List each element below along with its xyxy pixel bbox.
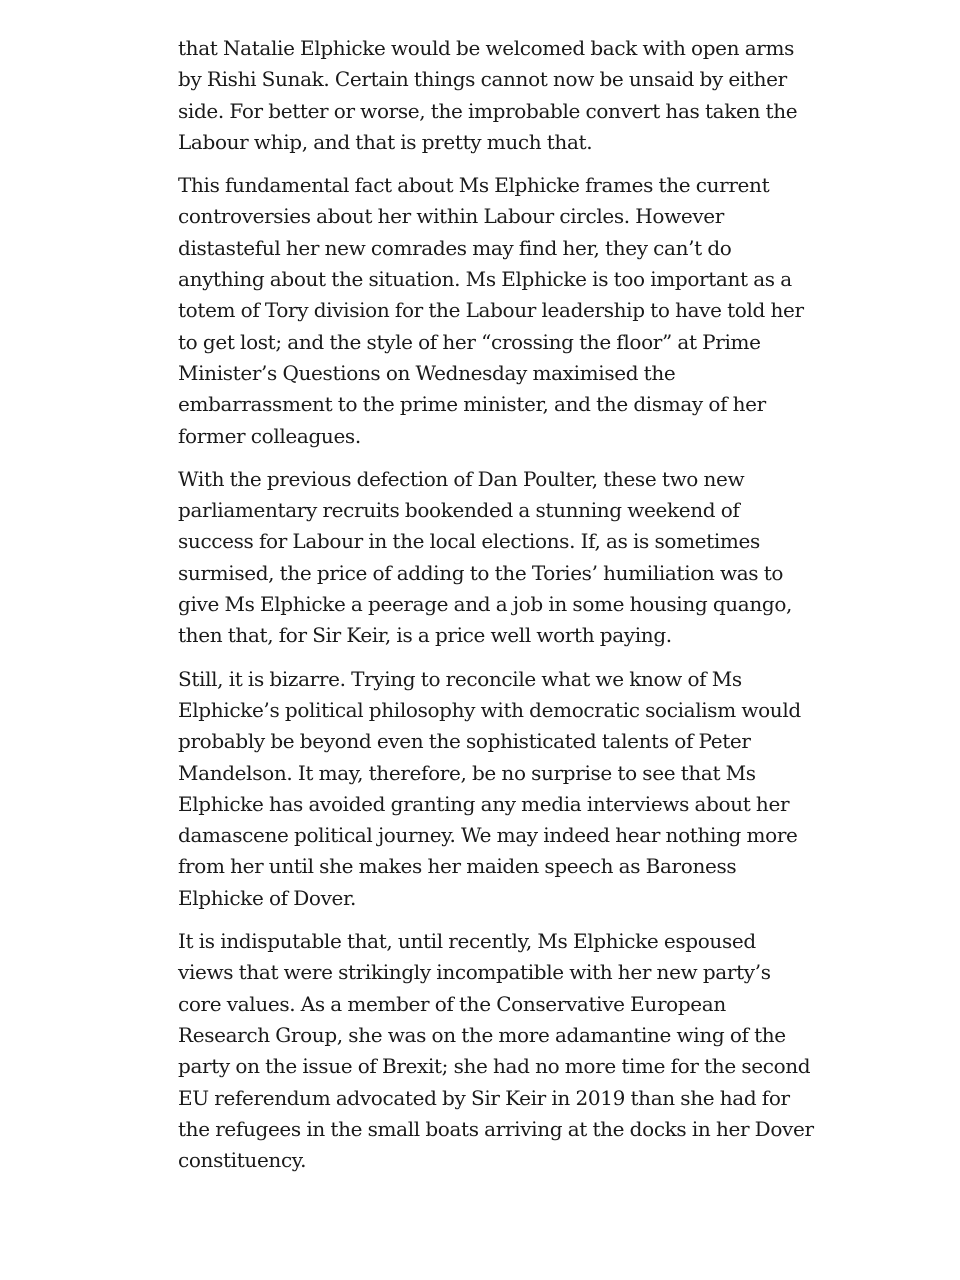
article-paragraph-2 <box>178 170 804 452</box>
text-line: the refugees in the small boats arriving at the docks in her Dover <box>178 1116 814 1141</box>
article-paragraph-4 <box>178 664 801 914</box>
text-line: Research Group, she was on the more adamantine wing of the <box>178 1022 786 1047</box>
text-line: Elphicke has avoided granting any media interviews about her <box>178 791 790 816</box>
text-line: Elphicke of Dover. <box>178 885 357 910</box>
text-line: side. For better or worse, the improbable convert has taken the <box>178 98 798 123</box>
text-line: success for Labour in the local elections. If, as is sometimes <box>178 529 760 554</box>
article-paragraph-1 <box>178 33 798 158</box>
article-paragraph-5 <box>178 926 814 1176</box>
text-line: controversies about her within Labour circles. However <box>178 204 724 229</box>
article-paragraph-3 <box>178 464 793 652</box>
text-line: views that were strikingly incompatible with her new party’s <box>178 960 771 985</box>
text-line: anything about the situation. Ms Elphicke is too important as a <box>178 267 792 292</box>
text-line: With the previous defection of Dan Poulter, these two new <box>178 466 745 491</box>
text-line: distasteful her new comrades may find her, they can’t do <box>178 235 732 260</box>
text-line: It is indisputable that, until recently, Ms Elphicke espoused <box>178 929 756 954</box>
text-line: former colleagues. <box>178 423 361 448</box>
text-line: embarrassment to the prime minister, and the dismay of her <box>178 392 766 417</box>
article-body <box>178 33 814 1188</box>
text-line: to get lost; and the style of her “crossing the floor” at Prime <box>178 329 761 354</box>
text-line: Labour whip, and that is pretty much that. <box>178 129 593 154</box>
text-line: This fundamental fact about Ms Elphicke frames the current <box>178 173 770 198</box>
text-line: that Natalie Elphicke would be welcomed back with open arms <box>178 36 795 60</box>
text-line: by Rishi Sunak. Certain things cannot now be unsaid by either <box>178 67 787 92</box>
text-line: constituency. <box>178 1148 307 1173</box>
text-line: probably be beyond even the sophisticated talents of Peter <box>178 729 751 754</box>
text-line: party on the issue of Brexit; she had no more time for the second <box>178 1054 811 1079</box>
text-line: totem of Tory division for the Labour leadership to have told her <box>178 298 804 323</box>
text-line: damascene political journey. We may indeed hear nothing more <box>178 823 798 848</box>
text-line: give Ms Elphicke a peerage and a job in some housing quango, <box>178 592 793 617</box>
text-line: core values. As a member of the Conservative European <box>178 991 726 1016</box>
text-line: surmised, the price of adding to the Tories’ humiliation was to <box>178 560 784 585</box>
text-line: from her until she makes her maiden speech as Baroness <box>178 854 737 879</box>
text-line: Mandelson. It may, therefore, be no surprise to see that Ms <box>178 760 756 785</box>
text-line: Still, it is bizarre. Trying to reconcile what we know of Ms <box>178 666 742 691</box>
text-line: EU referendum advocated by Sir Keir in 2019 than she had for <box>178 1085 790 1110</box>
text-line: then that, for Sir Keir, is a price well worth paying. <box>178 623 672 648</box>
text-line: parliamentary recruits bookended a stunning weekend of <box>178 498 740 523</box>
text-line: Elphicke’s political philosophy with democratic socialism would <box>178 697 801 722</box>
text-line: Minister’s Questions on Wednesday maximised the <box>178 360 676 385</box>
